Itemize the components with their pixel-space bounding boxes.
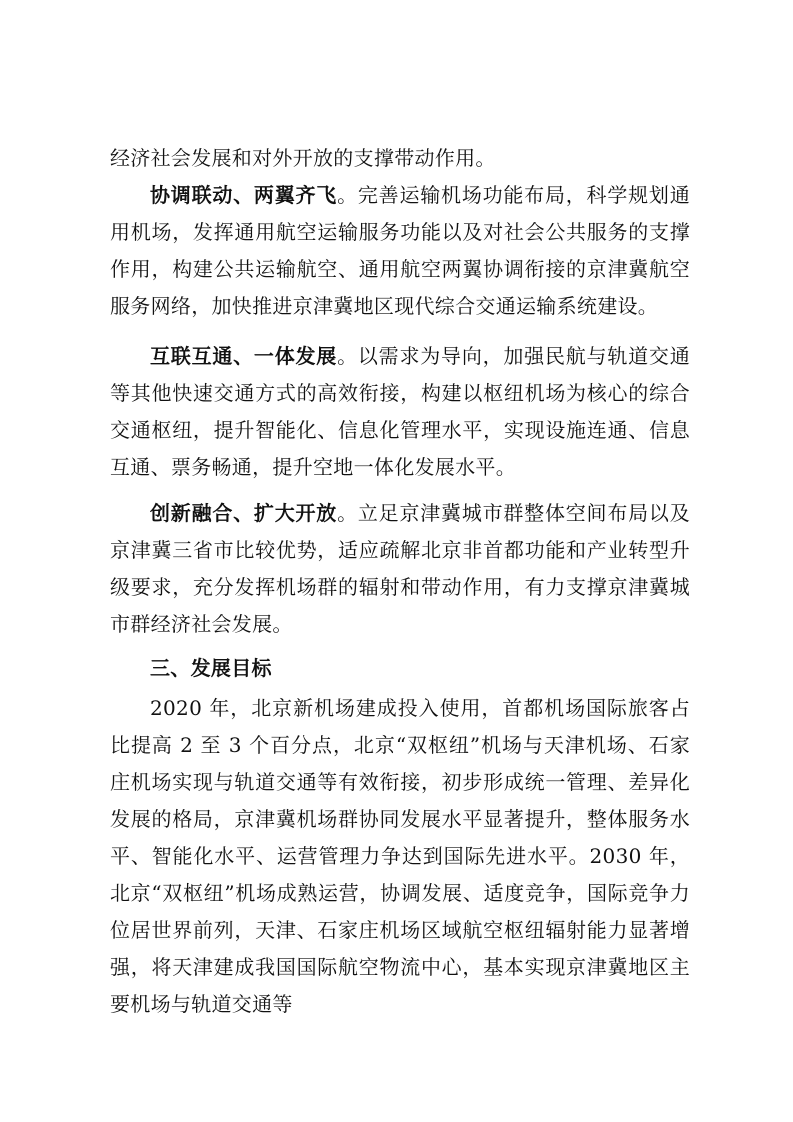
paragraph-coordination xyxy=(110,177,690,325)
paragraph-goals xyxy=(110,690,690,1023)
paragraph-lead: 协调联动、两翼齐飞 xyxy=(150,183,338,207)
paragraph-continuation xyxy=(110,140,690,177)
paragraph-lead: 互联互通、一体发展 xyxy=(150,344,338,368)
paragraph-text: 。以需求为导向，加强民航与轨道交通等其他快速交通方式的高效衔接，构建以枢纽机场为核心的综合交通枢纽，提升智能化、信息化管理水平，实现设施连通、信息互通、票务畅通，提升空地一体化发展水平。 xyxy=(110,344,690,479)
paragraph-text: 2020 年，北京新机场建成投入使用，首都机场国际旅客占比提高 2 至 3 个百分点，北京“双枢纽”机场与天津机场、石家庄机场实现与轨道交通等有效衔接，初步形成统一管理、差异化发展的格局，京津冀机场群协同发展水平显著提升，整体服务水平、智能化水平、运营管理力争达到国际先进水平。2030 年，北京“双枢纽”机场成熟运营，协调发展、适度竞争，国际竞争力位居世界前列，天津、石家庄机场区域航空枢纽辐射能力显著增强，将天津建成我国国际航空物流中心，基本实现京津冀地区主要机场与轨道交通等 xyxy=(110,696,690,1016)
paragraph-lead: 创新融合、扩大开放 xyxy=(150,501,338,525)
paragraph-text: 。完善运输机场功能布局，科学规划通用机场，发挥通用航空运输服务功能以及对社会公共服务的支撑作用，构建公共运输航空、通用航空两翼协调衔接的京津冀航空服务网络，加快推进京津冀地区现代综合交通运输系统建设。 xyxy=(110,183,690,318)
paragraph-text: 。立足京津冀城市群整体空间布局以及京津冀三省市比较优势，适应疏解北京非首都功能和产业转型升级要求，充分发挥机场群的辐射和带动作用，有力支撑京津冀城市群经济社会发展。 xyxy=(110,501,690,636)
section-heading: 三、发展目标 xyxy=(150,656,272,680)
paragraph-text: 经济社会发展和对外开放的支撑带动作用。 xyxy=(110,146,496,170)
paragraph-innovation xyxy=(110,495,690,643)
paragraph-connectivity xyxy=(110,338,690,486)
